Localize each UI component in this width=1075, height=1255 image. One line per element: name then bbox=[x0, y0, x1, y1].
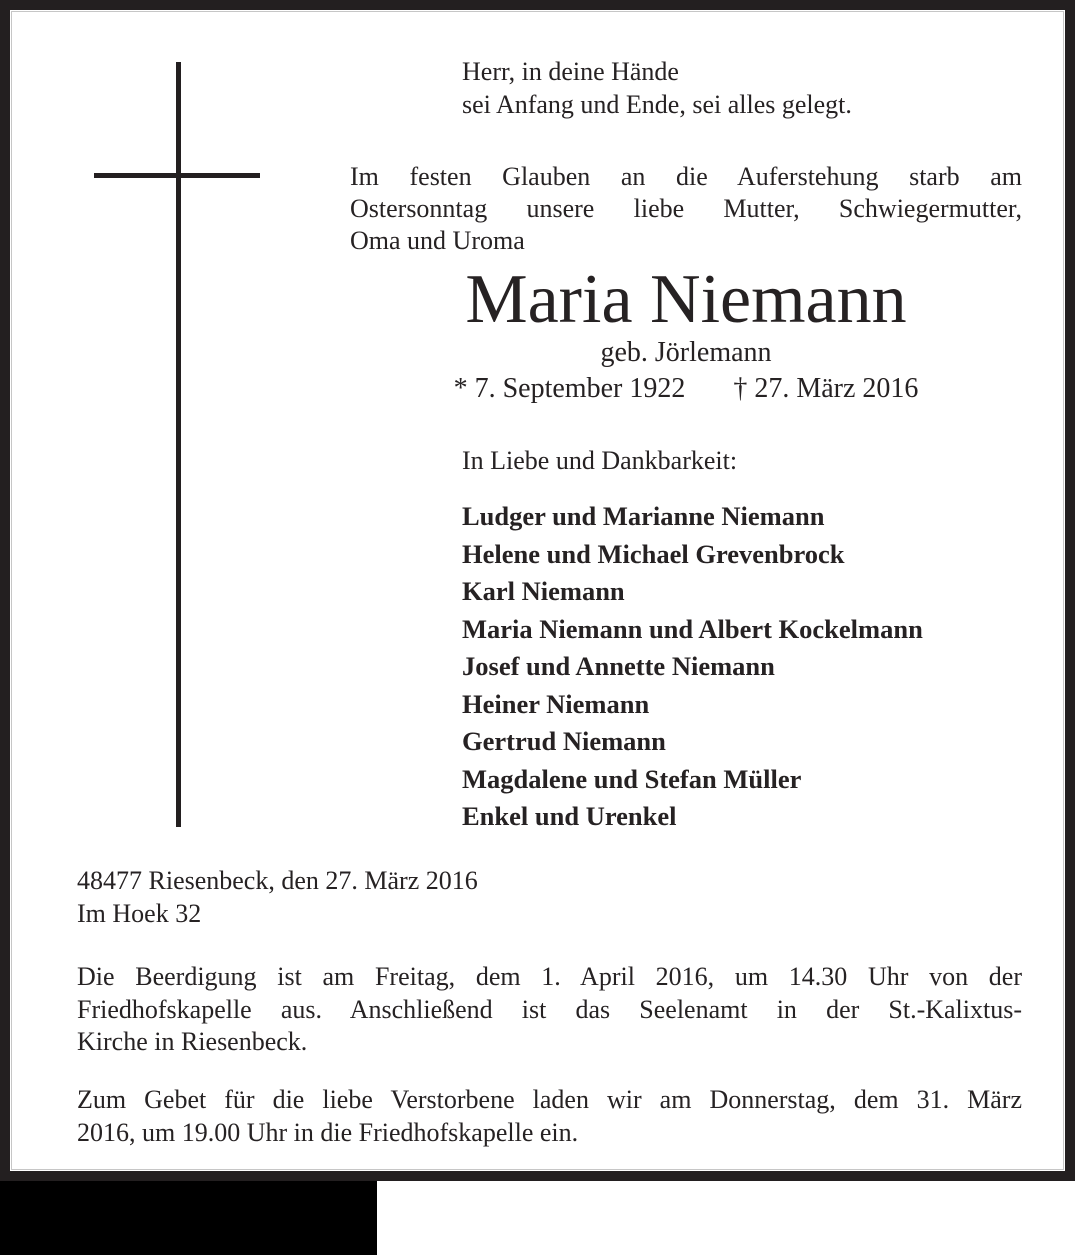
mourner-item: Heiner Niemann bbox=[462, 688, 650, 719]
redaction-bar bbox=[0, 1181, 377, 1255]
deceased-name: Maria Niemann bbox=[465, 261, 907, 338]
funeral-line-3: Kirche in Riesenbeck. bbox=[77, 1027, 308, 1056]
mourner-item: Helene und Michael Grevenbrock bbox=[462, 538, 845, 569]
death-date: † 27. März 2016 bbox=[733, 373, 919, 404]
address-block bbox=[77, 864, 478, 930]
funeral-paragraph bbox=[77, 961, 1022, 1059]
verse-line-1: Herr, in deine Hände bbox=[462, 57, 679, 86]
place-date-line: 48477 Riesenbeck, den 27. März 2016 bbox=[77, 866, 478, 895]
dedication-line: In Liebe und Dankbarkeit: bbox=[462, 446, 738, 475]
intro-line-3: Oma und Uroma bbox=[350, 226, 525, 255]
intro-line-2: Ostersonntag unsere liebe Mutter, Schwiegermutter, bbox=[350, 194, 1022, 223]
mourner-item: Maria Niemann und Albert Kockelmann bbox=[462, 613, 923, 644]
intro-line-1: Im festen Glauben an die Auferstehung starb am bbox=[350, 162, 1022, 191]
cross-horizontal-bar bbox=[94, 173, 260, 178]
prayer-line-2: 2016, um 19.00 Uhr in die Friedhofskapelle ein. bbox=[77, 1117, 579, 1147]
funeral-line-2: Friedhofskapelle aus. Anschließend ist das Seelenamt in der St.-Kalixtus- bbox=[77, 994, 1022, 1024]
life-dates bbox=[350, 372, 1022, 406]
mourner-item: Magdalene und Stefan Müller bbox=[462, 763, 802, 794]
funeral-line-1: Die Beerdigung ist am Freitag, dem 1. April 2016, um 14.30 Uhr von der bbox=[77, 962, 1022, 991]
maiden-name: geb. Jörlemann bbox=[600, 337, 772, 368]
mourner-item: Enkel und Urenkel bbox=[462, 801, 677, 831]
intro-paragraph bbox=[350, 161, 1022, 257]
prayer-line-1: Zum Gebet für die liebe Verstorbene laden wir am Donnerstag, dem 31. März bbox=[77, 1085, 1022, 1114]
verse-line-2: sei Anfang und Ende, sei alles gelegt. bbox=[462, 90, 852, 119]
mourner-item: Ludger und Marianne Niemann bbox=[462, 501, 825, 531]
mourner-item: Karl Niemann bbox=[462, 576, 625, 606]
mourner-item: Gertrud Niemann bbox=[462, 726, 666, 756]
birth-date: * 7. September 1922 bbox=[453, 373, 686, 404]
street-line: Im Hoek 32 bbox=[77, 899, 202, 928]
mourner-item: Josef und Annette Niemann bbox=[462, 651, 775, 681]
mourners-list bbox=[462, 498, 923, 836]
opening-verse bbox=[462, 55, 852, 121]
prayer-paragraph bbox=[77, 1084, 1022, 1149]
